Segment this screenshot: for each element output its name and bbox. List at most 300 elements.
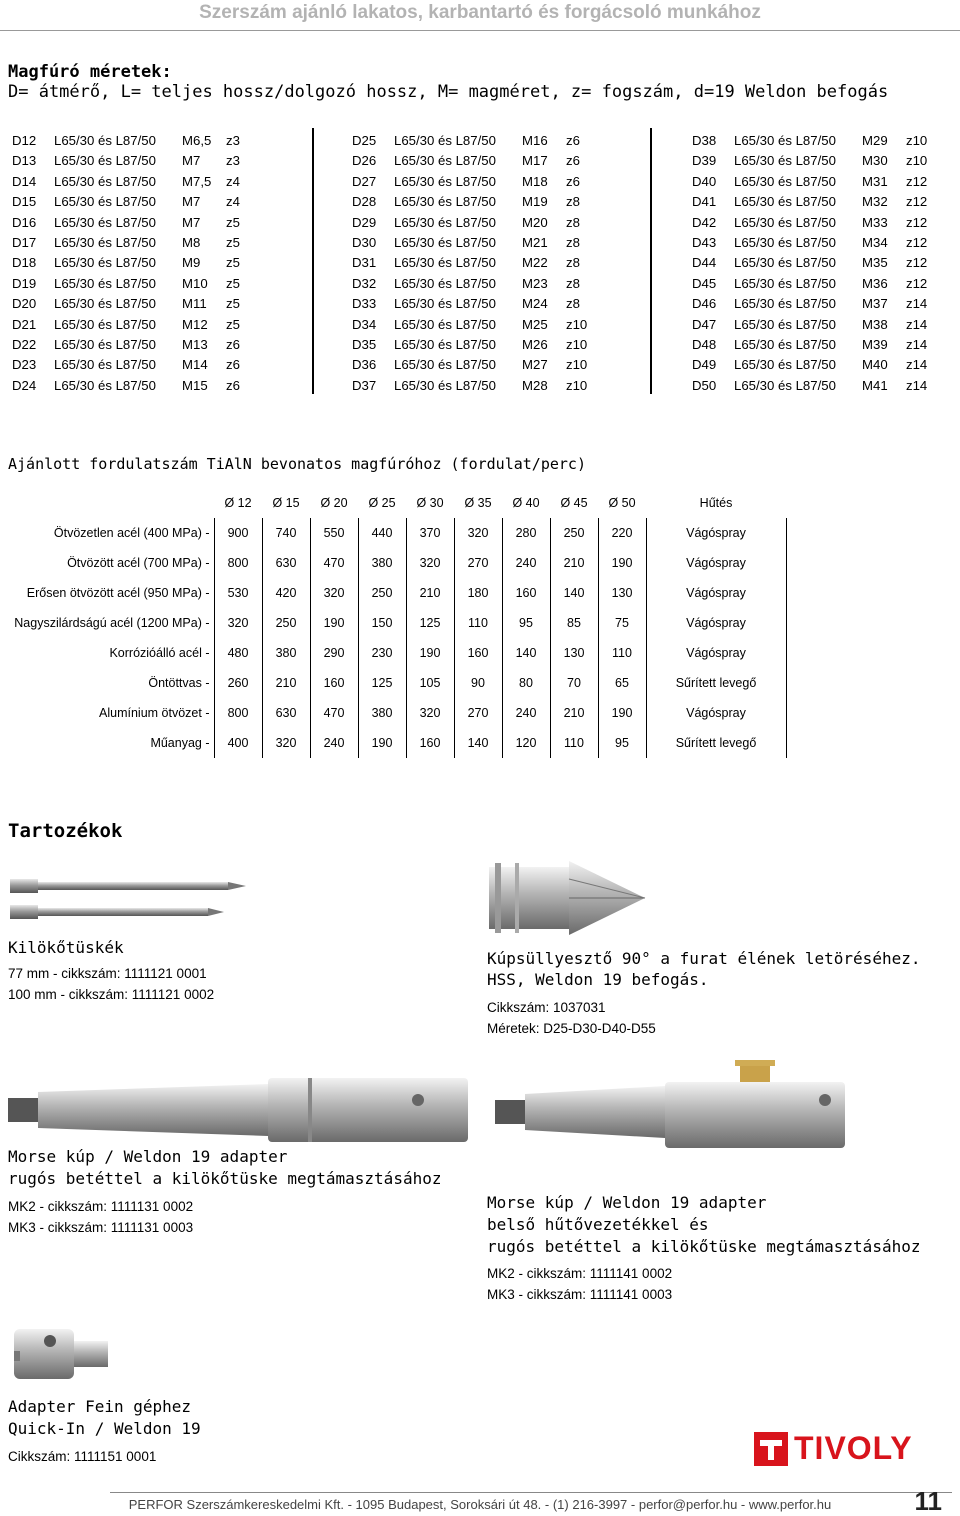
size-diameter: D23	[12, 357, 37, 373]
rpm-row	[0, 608, 786, 638]
size-core: M29	[862, 133, 888, 148]
size-core: M32	[862, 194, 888, 210]
size-row	[352, 294, 596, 314]
rpm-value: 120	[502, 728, 550, 758]
page-number: 11	[914, 1486, 942, 1516]
rpm-value: 800	[214, 698, 262, 728]
size-diameter: D17	[12, 235, 37, 251]
sizes-subtitle: D= átmérő, L= teljes hossz/dolgozó hossz, M= magméret, z= fogszám, d=19 Weldon befogás	[8, 82, 889, 102]
size-length: L65/30 és L87/50	[394, 275, 496, 291]
rpm-value: 400	[214, 728, 262, 758]
size-diameter: D39	[692, 153, 717, 169]
morse2-title-3: rugós betéttel a kilökőtüske megtámasztásához	[487, 1237, 921, 1256]
size-teeth: z8	[566, 255, 580, 271]
size-length: L65/30 és L87/50	[734, 235, 836, 251]
column-divider	[650, 128, 652, 394]
size-core: M31	[862, 173, 888, 189]
size-length: L65/30 és L87/50	[734, 275, 836, 291]
size-diameter: D27	[352, 173, 377, 189]
size-core: M36	[862, 275, 888, 291]
rpm-header-diameter: Ø 35	[464, 496, 492, 510]
rpm-material: Ötvözött acél (700 MPa) -	[67, 556, 210, 570]
size-length: L65/30 és L87/50	[54, 194, 156, 210]
rpm-cooling: Sűrített levegő	[646, 668, 786, 698]
size-diameter: D12	[12, 133, 37, 148]
size-teeth: z5	[226, 296, 240, 312]
rpm-value: 380	[358, 548, 406, 578]
size-core: M10	[182, 275, 208, 291]
size-core: M16	[522, 133, 548, 148]
size-length: L65/30 és L87/50	[54, 337, 156, 353]
size-core: M14	[182, 357, 208, 373]
sizes-title: Magfúró méretek:	[8, 62, 172, 82]
footer-text: PERFOR Szerszámkereskedelmi Kft. - 1095 Budapest, Soroksári út 48. - (1) 216-3997 - perfor@perfor.hu - www.perfor.hu	[128, 1497, 832, 1512]
size-row	[352, 376, 596, 396]
size-row	[352, 131, 596, 151]
rpm-value: 900	[214, 518, 262, 548]
size-diameter: D16	[12, 214, 37, 230]
morse2-title-1: Morse kúp / Weldon 19 adapter	[487, 1193, 767, 1212]
size-teeth: z6	[226, 377, 240, 393]
pin-line-1: 77 mm - cikkszám: 1111121 0001	[8, 966, 207, 981]
rpm-value: 250	[358, 578, 406, 608]
size-teeth: z10	[566, 316, 588, 332]
size-row	[692, 172, 936, 192]
size-teeth: z5	[226, 255, 240, 271]
size-diameter: D37	[352, 377, 377, 393]
size-length: L65/30 és L87/50	[734, 296, 836, 312]
rpm-value: 270	[454, 698, 502, 728]
size-row	[692, 213, 936, 233]
rpm-value: 85	[550, 608, 598, 638]
size-length: L65/30 és L87/50	[394, 357, 496, 373]
fein-title-1: Adapter Fein géphez	[8, 1397, 192, 1416]
fein-adapter-image	[10, 1315, 120, 1395]
size-core: M39	[862, 337, 888, 353]
size-length: L65/30 és L87/50	[54, 377, 156, 393]
size-row	[692, 151, 936, 171]
size-teeth: z6	[566, 173, 580, 189]
rpm-cooling: Vágóspray	[646, 518, 786, 548]
rpm-cooling: Vágóspray	[646, 698, 786, 728]
rpm-value: 140	[454, 728, 502, 758]
size-teeth: z12	[906, 194, 928, 210]
size-core: M30	[862, 153, 888, 169]
rpm-header-row	[0, 488, 786, 518]
rpm-value: 190	[310, 608, 358, 638]
morse1-line-1: MK2 - cikkszám: 1111131 0002	[8, 1199, 194, 1214]
size-teeth: z5	[226, 275, 240, 291]
morse1-title-2: rugós betéttel a kilökőtüske megtámasztásához	[8, 1169, 442, 1188]
size-row	[352, 253, 596, 273]
morse2-line-1: MK2 - cikkszám: 1111141 0002	[487, 1266, 673, 1281]
rpm-value: 90	[454, 668, 502, 698]
countersink-title-1: Kúpsüllyesztő 90° a furat élének letöréséhez.	[487, 949, 921, 968]
size-core: M23	[522, 275, 548, 291]
rpm-value: 190	[598, 698, 646, 728]
rpm-value: 95	[598, 728, 646, 758]
rpm-value: 290	[310, 638, 358, 668]
size-core: M26	[522, 337, 548, 353]
size-row	[352, 172, 596, 192]
size-length: L65/30 és L87/50	[394, 133, 496, 148]
rpm-cooling: Vágóspray	[646, 638, 786, 668]
size-diameter: D19	[12, 275, 37, 291]
size-diameter: D33	[352, 296, 377, 312]
size-core: M7	[182, 153, 201, 169]
size-core: M9	[182, 255, 201, 271]
size-row	[352, 355, 596, 375]
pin-title: Kilökőtüskék	[8, 938, 124, 957]
size-length: L65/30 és L87/50	[394, 153, 496, 169]
size-length: L65/30 és L87/50	[394, 255, 496, 271]
morse1-line-2: MK3 - cikkszám: 1111131 0003	[8, 1220, 194, 1235]
size-row	[692, 274, 936, 294]
size-core: M20	[522, 214, 548, 230]
rpm-value: 140	[550, 578, 598, 608]
column-divider	[312, 128, 314, 394]
size-diameter: D43	[692, 235, 717, 251]
rpm-title: Ajánlott fordulatszám TiAlN bevonatos magfúróhoz (fordulat/perc)	[8, 455, 586, 473]
size-core: M11	[182, 296, 207, 312]
size-diameter: D38	[692, 133, 717, 148]
rpm-row	[0, 578, 786, 608]
size-row	[12, 172, 256, 192]
size-diameter: D48	[692, 337, 717, 353]
size-length: L65/30 és L87/50	[54, 275, 156, 291]
size-teeth: z6	[226, 357, 240, 373]
rpm-header-diameter: Ø 25	[368, 496, 396, 510]
size-core: M15	[182, 377, 208, 393]
rpm-value: 470	[310, 698, 358, 728]
rpm-value: 210	[550, 548, 598, 578]
size-diameter: D49	[692, 357, 717, 373]
size-diameter: D24	[12, 377, 37, 393]
size-row	[352, 151, 596, 171]
size-length: L65/30 és L87/50	[394, 173, 496, 189]
size-teeth: z5	[226, 214, 240, 230]
rpm-header-diameter: Ø 30	[416, 496, 444, 510]
rpm-header-diameter: Ø 50	[608, 496, 636, 510]
size-teeth: z10	[906, 153, 928, 169]
size-core: M25	[522, 316, 548, 332]
pin-line-2: 100 mm - cikkszám: 1111121 0002	[8, 987, 215, 1002]
size-teeth: z14	[906, 337, 928, 353]
rpm-value: 125	[358, 668, 406, 698]
rpm-row	[0, 638, 786, 668]
size-core: M7	[182, 214, 201, 230]
size-diameter: D41	[692, 194, 717, 210]
size-diameter: D22	[12, 337, 37, 353]
rpm-material: Alumínium ötvözet -	[99, 706, 210, 720]
size-row	[692, 355, 936, 375]
rpm-value: 160	[502, 578, 550, 608]
rpm-value: 440	[358, 518, 406, 548]
rpm-row	[0, 518, 786, 548]
morse2-line-2: MK3 - cikkszám: 1111141 0003	[487, 1287, 673, 1302]
size-teeth: z6	[566, 153, 580, 169]
size-core: M7	[182, 194, 201, 210]
size-teeth: z10	[566, 377, 588, 393]
fein-line-1: Cikkszám: 1111151 0001	[8, 1449, 157, 1464]
rpm-cooling: Vágóspray	[646, 548, 786, 578]
size-row	[352, 233, 596, 253]
size-diameter: D26	[352, 153, 377, 169]
size-length: L65/30 és L87/50	[734, 133, 836, 148]
size-row	[692, 294, 936, 314]
rpm-value: 160	[454, 638, 502, 668]
rpm-value: 420	[262, 578, 310, 608]
size-teeth: z8	[566, 235, 580, 251]
size-length: L65/30 és L87/50	[394, 296, 496, 312]
rpm-value: 320	[262, 728, 310, 758]
morse2-title-2: belső hűtővezetékkel és	[487, 1215, 709, 1234]
size-core: M6,5	[182, 133, 212, 148]
rpm-value: 190	[358, 728, 406, 758]
size-length: L65/30 és L87/50	[394, 194, 496, 210]
size-row	[12, 213, 256, 233]
size-length: L65/30 és L87/50	[734, 173, 836, 189]
rpm-value: 380	[358, 698, 406, 728]
size-length: L65/30 és L87/50	[54, 255, 156, 271]
rpm-value: 320	[406, 548, 454, 578]
rpm-value: 370	[406, 518, 454, 548]
size-core: M24	[522, 296, 548, 312]
countersink-image	[485, 853, 655, 943]
countersink-line-2: Méretek: D25-D30-D40-D55	[487, 1021, 656, 1036]
rpm-value: 110	[550, 728, 598, 758]
size-diameter: D18	[12, 255, 37, 271]
size-core: M40	[862, 357, 888, 373]
size-length: L65/30 és L87/50	[394, 235, 496, 251]
rpm-value: 470	[310, 548, 358, 578]
rpm-value: 320	[214, 608, 262, 638]
size-diameter: D36	[352, 357, 377, 373]
size-core: M27	[522, 357, 548, 373]
rpm-value: 110	[598, 638, 646, 668]
rpm-header-cooling: Hűtés	[699, 496, 733, 510]
size-length: L65/30 és L87/50	[54, 296, 156, 312]
ejector-pins-image	[8, 875, 248, 925]
size-teeth: z3	[226, 153, 240, 169]
size-core: M8	[182, 235, 201, 251]
size-row	[12, 274, 256, 294]
rpm-value: 630	[262, 698, 310, 728]
size-diameter: D42	[692, 214, 717, 230]
size-row	[12, 131, 256, 151]
size-length: L65/30 és L87/50	[734, 316, 836, 332]
rpm-material: Ötvözetlen acél (400 MPa) -	[53, 526, 210, 540]
tivoly-logo	[754, 1430, 913, 1467]
size-teeth: z4	[226, 173, 240, 189]
rpm-value: 210	[262, 668, 310, 698]
sizes-column-3	[692, 131, 936, 396]
rpm-value: 260	[214, 668, 262, 698]
size-teeth: z3	[226, 133, 240, 148]
size-row	[692, 233, 936, 253]
size-length: L65/30 és L87/50	[54, 214, 156, 230]
rpm-value: 240	[502, 698, 550, 728]
countersink-line-1: Cikkszám: 1037031	[487, 1000, 606, 1015]
size-length: L65/30 és L87/50	[734, 214, 836, 230]
rpm-value: 320	[310, 578, 358, 608]
size-diameter: D44	[692, 255, 717, 271]
rpm-header-diameter: Ø 20	[320, 496, 348, 510]
rpm-value: 270	[454, 548, 502, 578]
rpm-value: 240	[310, 728, 358, 758]
rpm-value: 800	[214, 548, 262, 578]
size-teeth: z14	[906, 357, 928, 373]
rpm-material: Nagyszilárdságú acél (1200 MPa) -	[14, 616, 210, 630]
rpm-value: 160	[310, 668, 358, 698]
rpm-value: 380	[262, 638, 310, 668]
rpm-value: 95	[502, 608, 550, 638]
size-diameter: D29	[352, 214, 377, 230]
size-core: M34	[862, 235, 888, 251]
page-header-title: Szerszám ajánló lakatos, karbantartó és forgácsoló munkához	[199, 2, 761, 23]
size-length: L65/30 és L87/50	[394, 337, 496, 353]
rpm-value: 180	[454, 578, 502, 608]
size-row	[12, 376, 256, 396]
size-row	[692, 192, 936, 212]
rpm-value: 125	[406, 608, 454, 638]
size-core: M18	[522, 173, 548, 189]
size-row	[352, 192, 596, 212]
size-length: L65/30 és L87/50	[734, 194, 836, 210]
footer-divider	[110, 1492, 952, 1493]
size-diameter: D25	[352, 133, 377, 148]
size-length: L65/30 és L87/50	[734, 357, 836, 373]
header-divider	[0, 30, 960, 31]
rpm-value: 480	[214, 638, 262, 668]
morse-adapter-image	[8, 1070, 478, 1150]
size-teeth: z10	[566, 357, 588, 373]
size-core: M19	[522, 194, 548, 210]
size-core: M35	[862, 255, 888, 271]
rpm-value: 130	[550, 638, 598, 668]
rpm-value: 65	[598, 668, 646, 698]
rpm-value: 190	[598, 548, 646, 578]
size-diameter: D30	[352, 235, 377, 251]
rpm-value: 190	[406, 638, 454, 668]
size-row	[12, 355, 256, 375]
size-diameter: D32	[352, 275, 377, 291]
morse-adapter-cooling-image	[495, 1060, 855, 1160]
size-row	[12, 233, 256, 253]
countersink-title-2: HSS, Weldon 19 befogás.	[487, 970, 709, 989]
morse1-title-1: Morse kúp / Weldon 19 adapter	[8, 1147, 288, 1166]
rpm-row	[0, 668, 786, 698]
size-row	[12, 151, 256, 171]
size-length: L65/30 és L87/50	[54, 133, 156, 148]
size-core: M7,5	[182, 173, 212, 189]
rpm-value: 110	[454, 608, 502, 638]
size-length: L65/30 és L87/50	[734, 153, 836, 169]
rpm-value: 105	[406, 668, 454, 698]
rpm-value: 250	[550, 518, 598, 548]
size-row	[12, 315, 256, 335]
rpm-value: 250	[262, 608, 310, 638]
size-row	[352, 335, 596, 355]
tivoly-logo-icon	[754, 1432, 788, 1466]
rpm-value: 150	[358, 608, 406, 638]
size-row	[12, 253, 256, 273]
size-teeth: z12	[906, 173, 928, 189]
size-teeth: z8	[566, 214, 580, 230]
accessories-title: Tartozékok	[8, 820, 123, 842]
size-length: L65/30 és L87/50	[54, 235, 156, 251]
size-core: M38	[862, 316, 888, 332]
size-diameter: D15	[12, 194, 37, 210]
sizes-column-1	[12, 131, 256, 396]
rpm-material: Erősen ötvözött acél (950 MPa) -	[26, 586, 210, 600]
rpm-table	[0, 488, 787, 758]
size-teeth: z14	[906, 377, 928, 393]
size-diameter: D28	[352, 194, 377, 210]
rpm-value: 160	[406, 728, 454, 758]
size-row	[692, 131, 936, 151]
size-diameter: D14	[12, 173, 37, 189]
rpm-header-diameter: Ø 45	[560, 496, 588, 510]
size-row	[12, 335, 256, 355]
size-core: M21	[522, 235, 548, 251]
size-row	[12, 192, 256, 212]
size-length: L65/30 és L87/50	[734, 255, 836, 271]
size-teeth: z10	[566, 337, 588, 353]
size-teeth: z14	[906, 316, 928, 332]
rpm-material: Műanyag -	[150, 736, 210, 750]
rpm-header-diameter: Ø 40	[512, 496, 540, 510]
rpm-value: 320	[454, 518, 502, 548]
size-row	[352, 315, 596, 335]
rpm-value: 320	[406, 698, 454, 728]
size-length: L65/30 és L87/50	[54, 153, 156, 169]
size-diameter: D35	[352, 337, 377, 353]
size-diameter: D31	[352, 255, 377, 271]
rpm-value: 140	[502, 638, 550, 668]
rpm-value: 280	[502, 518, 550, 548]
size-teeth: z12	[906, 214, 928, 230]
rpm-material: Öntöttvas -	[148, 676, 210, 690]
fein-title-2: Quick-In / Weldon 19	[8, 1419, 201, 1438]
rpm-row	[0, 548, 786, 578]
rpm-material: Korrózióálló acél -	[109, 646, 210, 660]
size-teeth: z12	[906, 275, 928, 291]
sizes-column-2	[352, 131, 596, 396]
size-core: M12	[182, 316, 208, 332]
size-core: M22	[522, 255, 548, 271]
rpm-value: 70	[550, 668, 598, 698]
size-teeth: z6	[226, 337, 240, 353]
size-diameter: D46	[692, 296, 717, 312]
size-row	[692, 253, 936, 273]
size-teeth: z5	[226, 316, 240, 332]
size-teeth: z10	[906, 133, 928, 148]
size-row	[692, 376, 936, 396]
size-diameter: D21	[12, 316, 37, 332]
size-teeth: z4	[226, 194, 240, 210]
size-length: L65/30 és L87/50	[54, 357, 156, 373]
rpm-value: 230	[358, 638, 406, 668]
size-length: L65/30 és L87/50	[54, 173, 156, 189]
size-core: M13	[182, 337, 208, 353]
size-teeth: z14	[906, 296, 928, 312]
rpm-value: 240	[502, 548, 550, 578]
size-core: M41	[862, 377, 888, 393]
size-diameter: D45	[692, 275, 717, 291]
rpm-row	[0, 698, 786, 728]
rpm-value: 75	[598, 608, 646, 638]
